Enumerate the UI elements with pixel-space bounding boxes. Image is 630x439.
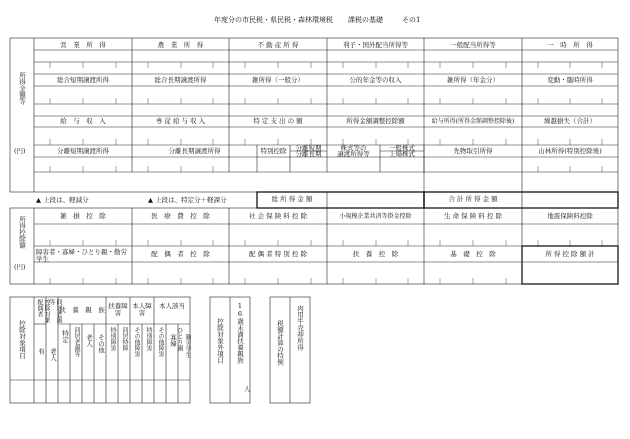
label-income-adjustment: 所得金額調整控除額 [346, 117, 405, 125]
label-combined-income: 合 計 所 得 金 額 [448, 195, 498, 203]
label-under16-dependents: 16歳未満扶養親族 [236, 302, 244, 364]
page-subtitle: 課税の基礎 [348, 16, 383, 24]
header-dependents: 扶 養 親 族 [59, 306, 105, 314]
label-spouse-deduction: 配 偶 者 控 除 [151, 250, 210, 258]
label-beef-cattle-income: 肉用牛売却所得 [296, 305, 304, 351]
label-life-insurance: 生 命 保 険 料 控 除 [444, 212, 502, 220]
label-salary-revenue: 給 与 収 入 [60, 117, 106, 125]
label-misc-income-pension: 雑所得（年金分） [447, 76, 499, 84]
sub-self-special-disabled: 特別障害 [145, 327, 152, 351]
label-total-deduction: 所 得 控 除 額 計 [545, 250, 595, 258]
dependents-side-label: 控除対象項目 [18, 320, 26, 359]
label-short-term-transfer: 総合短期譲渡所得 [57, 76, 109, 84]
header-self-applicable: 本人該当 [159, 302, 185, 310]
page-part: その1 [402, 16, 421, 24]
label-special-calc: 税額計算の特例 [276, 320, 284, 366]
header-self-disabled: 本人障害 [132, 302, 152, 317]
sub-has: 有 [37, 348, 45, 355]
label-sep-long: 分離長期 [295, 150, 322, 158]
sub-co-special-disabled: 同居特障 [121, 327, 128, 351]
label-stock-1: 株式等の [340, 144, 367, 152]
sub-co-resident-elderly: 同居老親等 [73, 327, 80, 357]
label-social-insurance: 社 会 保 険 料 控 除 [249, 212, 307, 220]
label-non-deduction-items: 控除対象外項目 [216, 318, 224, 364]
note-reduced: ▲ 上段は、軽減分 [36, 196, 89, 204]
label-basic-deduction: 基 礎 控 除 [450, 250, 496, 258]
label-family-salary: 専 従 給 与 収 入 [155, 117, 206, 125]
label-real-estate-income: 不 動 産 所 得 [257, 41, 299, 49]
label-medical-deduction: 医 療 費 控 除 [151, 212, 210, 220]
sub-elderly: 老人 [49, 348, 57, 361]
header-co-resident: 同居老親等 [48, 299, 62, 323]
label-futures-income: 先物取引所得 [453, 147, 493, 155]
label-salary-income: 給与所得(所得金額調整控除後) [431, 118, 515, 125]
sub-single-parent: ひとり親 [176, 327, 183, 351]
label-temporary-income: 一 時 所 得 [547, 41, 593, 49]
sub-working-student: 勤労学生 [184, 334, 191, 358]
label-earthquake-insurance: 地震保険料控除 [547, 212, 593, 220]
label-long-term-transfer: 総合長期譲渡所得 [154, 76, 207, 84]
label-dependent-deduction: 扶 養 控 除 [352, 250, 399, 258]
label-person-unit: 人 [244, 385, 251, 393]
income-unit: (円) [14, 147, 26, 155]
deduction-unit: (円) [14, 263, 26, 271]
label-variable-income: 変動・臨時所得 [547, 76, 593, 84]
sub-other-disabled: その他障害 [133, 327, 140, 357]
header-spouse: 控除対象配偶者 [36, 299, 50, 323]
sub-other: その他 [97, 334, 105, 354]
label-dividend-income: 一般配当所得等 [450, 41, 496, 49]
label-forest-income: 山林所得(特別控除後) [538, 147, 602, 155]
label-interest-income: 利子・国外配当所得等 [343, 41, 408, 49]
label-sep-short: 分離短期 [295, 144, 322, 152]
label-casualty-deduction: 雑 損 控 除 [60, 212, 106, 220]
label-listed-stock: 上場株式 [389, 150, 415, 158]
income-side-label: 所得金額等 [18, 72, 26, 105]
label-sep-short-term: 分離短期譲渡所得 [57, 147, 109, 155]
label-general-stock: 一般株式 [389, 144, 415, 152]
label-carryover-loss: 繰越損失（合計） [544, 117, 596, 125]
sub-elderly-2: 老人 [85, 334, 93, 347]
label-total-income: 総 所 得 金 額 [271, 195, 313, 203]
page-title: 年度分の市民税・県民税・森林環境税 [214, 16, 333, 24]
deduction-side-label: 所得控除額 [18, 216, 26, 249]
sub-specific: 特定 [61, 330, 69, 343]
label-spouse-special: 配 偶 者 特 別 控 除 [249, 250, 307, 258]
label-disabled-widow: 障害者・寡婦・ひとり親・勤労学生 [36, 248, 127, 263]
label-specific-expense: 特 定 支 出 の 額 [253, 117, 303, 125]
label-special-deduction: 特別控除 [260, 147, 287, 155]
header-dep-disabled: 扶養障害 [108, 302, 128, 317]
note-specific: ▲ 上段は、特定分＋軽課分 [148, 196, 227, 204]
sub-self-other-disabled: その他障害 [157, 327, 164, 357]
label-misc-income-general: 雑所得（一般分） [252, 76, 304, 84]
sub-special-disabled: 特別障害 [109, 327, 116, 351]
label-small-business-mutual: 小規模企業共済等掛金控除 [339, 213, 412, 220]
label-pension-revenue: 公的年金等の収入 [349, 76, 402, 84]
label-business-income: 営 業 所 得 [60, 41, 106, 49]
label-agricultural-income: 農 業 所 得 [157, 41, 204, 49]
label-stock-2: 譲渡所得等 [337, 150, 370, 158]
sub-widow: 寡婦 [169, 334, 177, 347]
label-sep-long-term: 分離長期譲渡所得 [168, 147, 221, 155]
